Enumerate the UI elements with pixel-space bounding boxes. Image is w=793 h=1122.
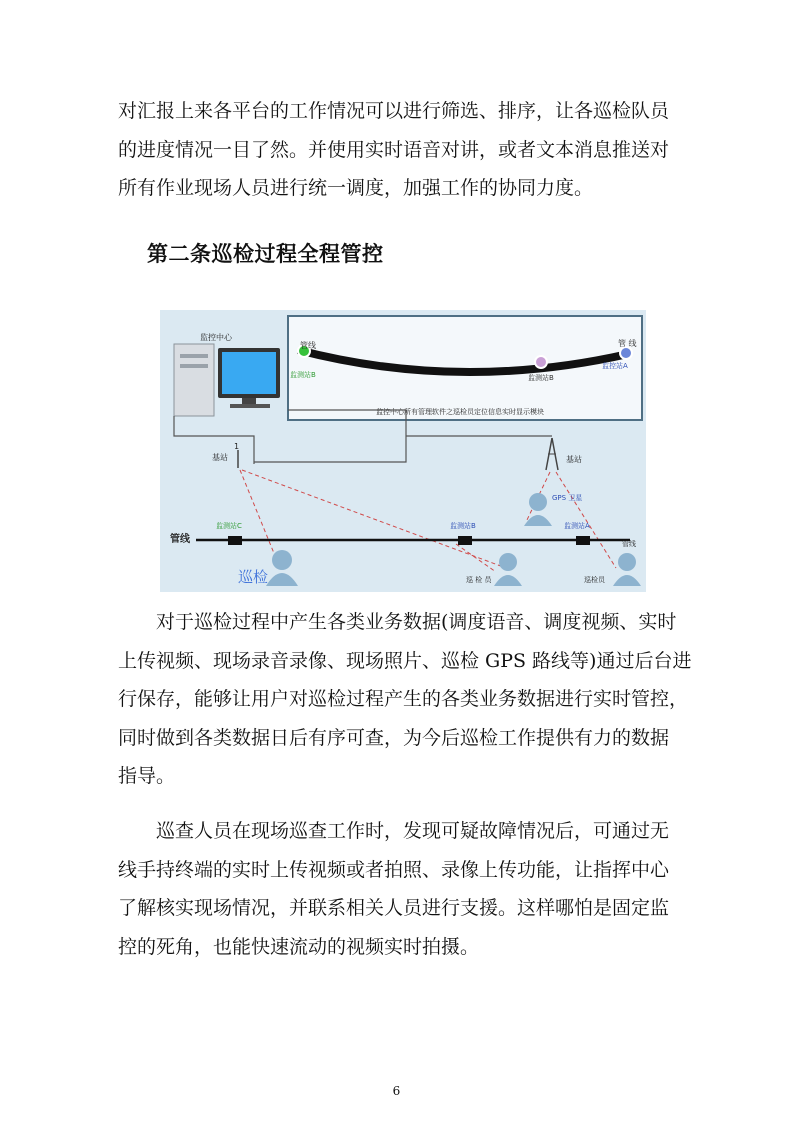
page-number: 6 <box>392 1084 401 1098</box>
panel-pipeline-right-label: 管 线 <box>618 339 637 348</box>
paragraph-line: 指导。 <box>118 765 176 787</box>
section-heading: 第二条巡检过程全程管控 <box>147 242 384 266</box>
station-b-label: 监测站B <box>450 522 476 530</box>
paragraph-line: 线手持终端的实时上传视频或者拍照、录像上传功能，让指挥中心 <box>118 858 670 881</box>
panel-blue-station-label: 监控站A <box>602 362 628 370</box>
panel-caption: 监控中心所有管理软件之巡检员定位信息实时显示模块 <box>376 408 544 416</box>
intro-paragraph <box>118 92 678 208</box>
station-c-box <box>228 536 242 545</box>
intro-line: 的进度情况一目了然。并使用实时语音对讲，或者文本消息推送对 <box>118 138 670 161</box>
blue-station-dot <box>620 347 632 359</box>
station-a-box <box>576 536 590 545</box>
intro-line: 所有作业现场人员进行统一调度，加强工作的协同力度。 <box>118 177 594 199</box>
paragraph-line: 上传视频、现场录音录像、现场照片、巡检 GPS 路线等)通过后台进 <box>118 649 692 672</box>
main-pipeline-right-label: 管线 <box>622 540 636 548</box>
panel-purple-station-label: 监测站B <box>528 374 554 382</box>
body-paragraph-2 <box>118 812 678 966</box>
panel-pipeline-left-label: 管线 <box>300 341 316 350</box>
intro-line: 对汇报上来各平台的工作情况可以进行筛选、排序，让各巡检队员 <box>118 100 670 122</box>
station-c-label: 监测站C <box>216 522 242 530</box>
main-pipeline-left-label: 管线 <box>170 534 190 545</box>
station-b-box <box>458 536 472 545</box>
paragraph-line: 同时做到各类数据日后有序可查，为今后巡检工作提供有力的数据 <box>118 726 670 749</box>
body-paragraph-1 <box>118 603 692 796</box>
paragraph-line: 了解核实现场情况，并联系相关人员进行支援。这样哪怕是固定监 <box>118 897 670 919</box>
station-a-label: 监测站A <box>564 522 590 530</box>
purple-station-dot <box>535 356 547 368</box>
paragraph-line: 控的死角，也能快速流动的视频实时拍摄。 <box>118 935 480 958</box>
patrol-system-diagram <box>160 310 646 592</box>
inspector-mid-label: 巡 检 员 <box>466 576 492 584</box>
monitor-center-label: 监控中心 <box>200 333 232 342</box>
base-right-label: 基站 <box>566 455 582 464</box>
base-left-number: 1 <box>234 442 240 451</box>
paragraph-line: 行保存，能够让用户对巡检过程产生的各类业务数据进行实时管控， <box>118 688 689 710</box>
monitor-panel <box>288 316 642 420</box>
panel-green-station-label: 监测站B <box>290 371 316 379</box>
inspector-right-label: 巡检员 <box>584 576 605 584</box>
paragraph-line: 对于巡检过程中产生各类业务数据(调度语音、调度视频、实时 <box>156 611 677 633</box>
base-left-label: 基站 <box>212 453 228 462</box>
inspector-big-label: 巡检 <box>238 568 269 586</box>
gps-label: GPS 卫星 <box>552 494 583 502</box>
paragraph-line: 巡查人员在现场巡查工作时，发现可疑故障情况后，可通过无 <box>156 820 670 842</box>
